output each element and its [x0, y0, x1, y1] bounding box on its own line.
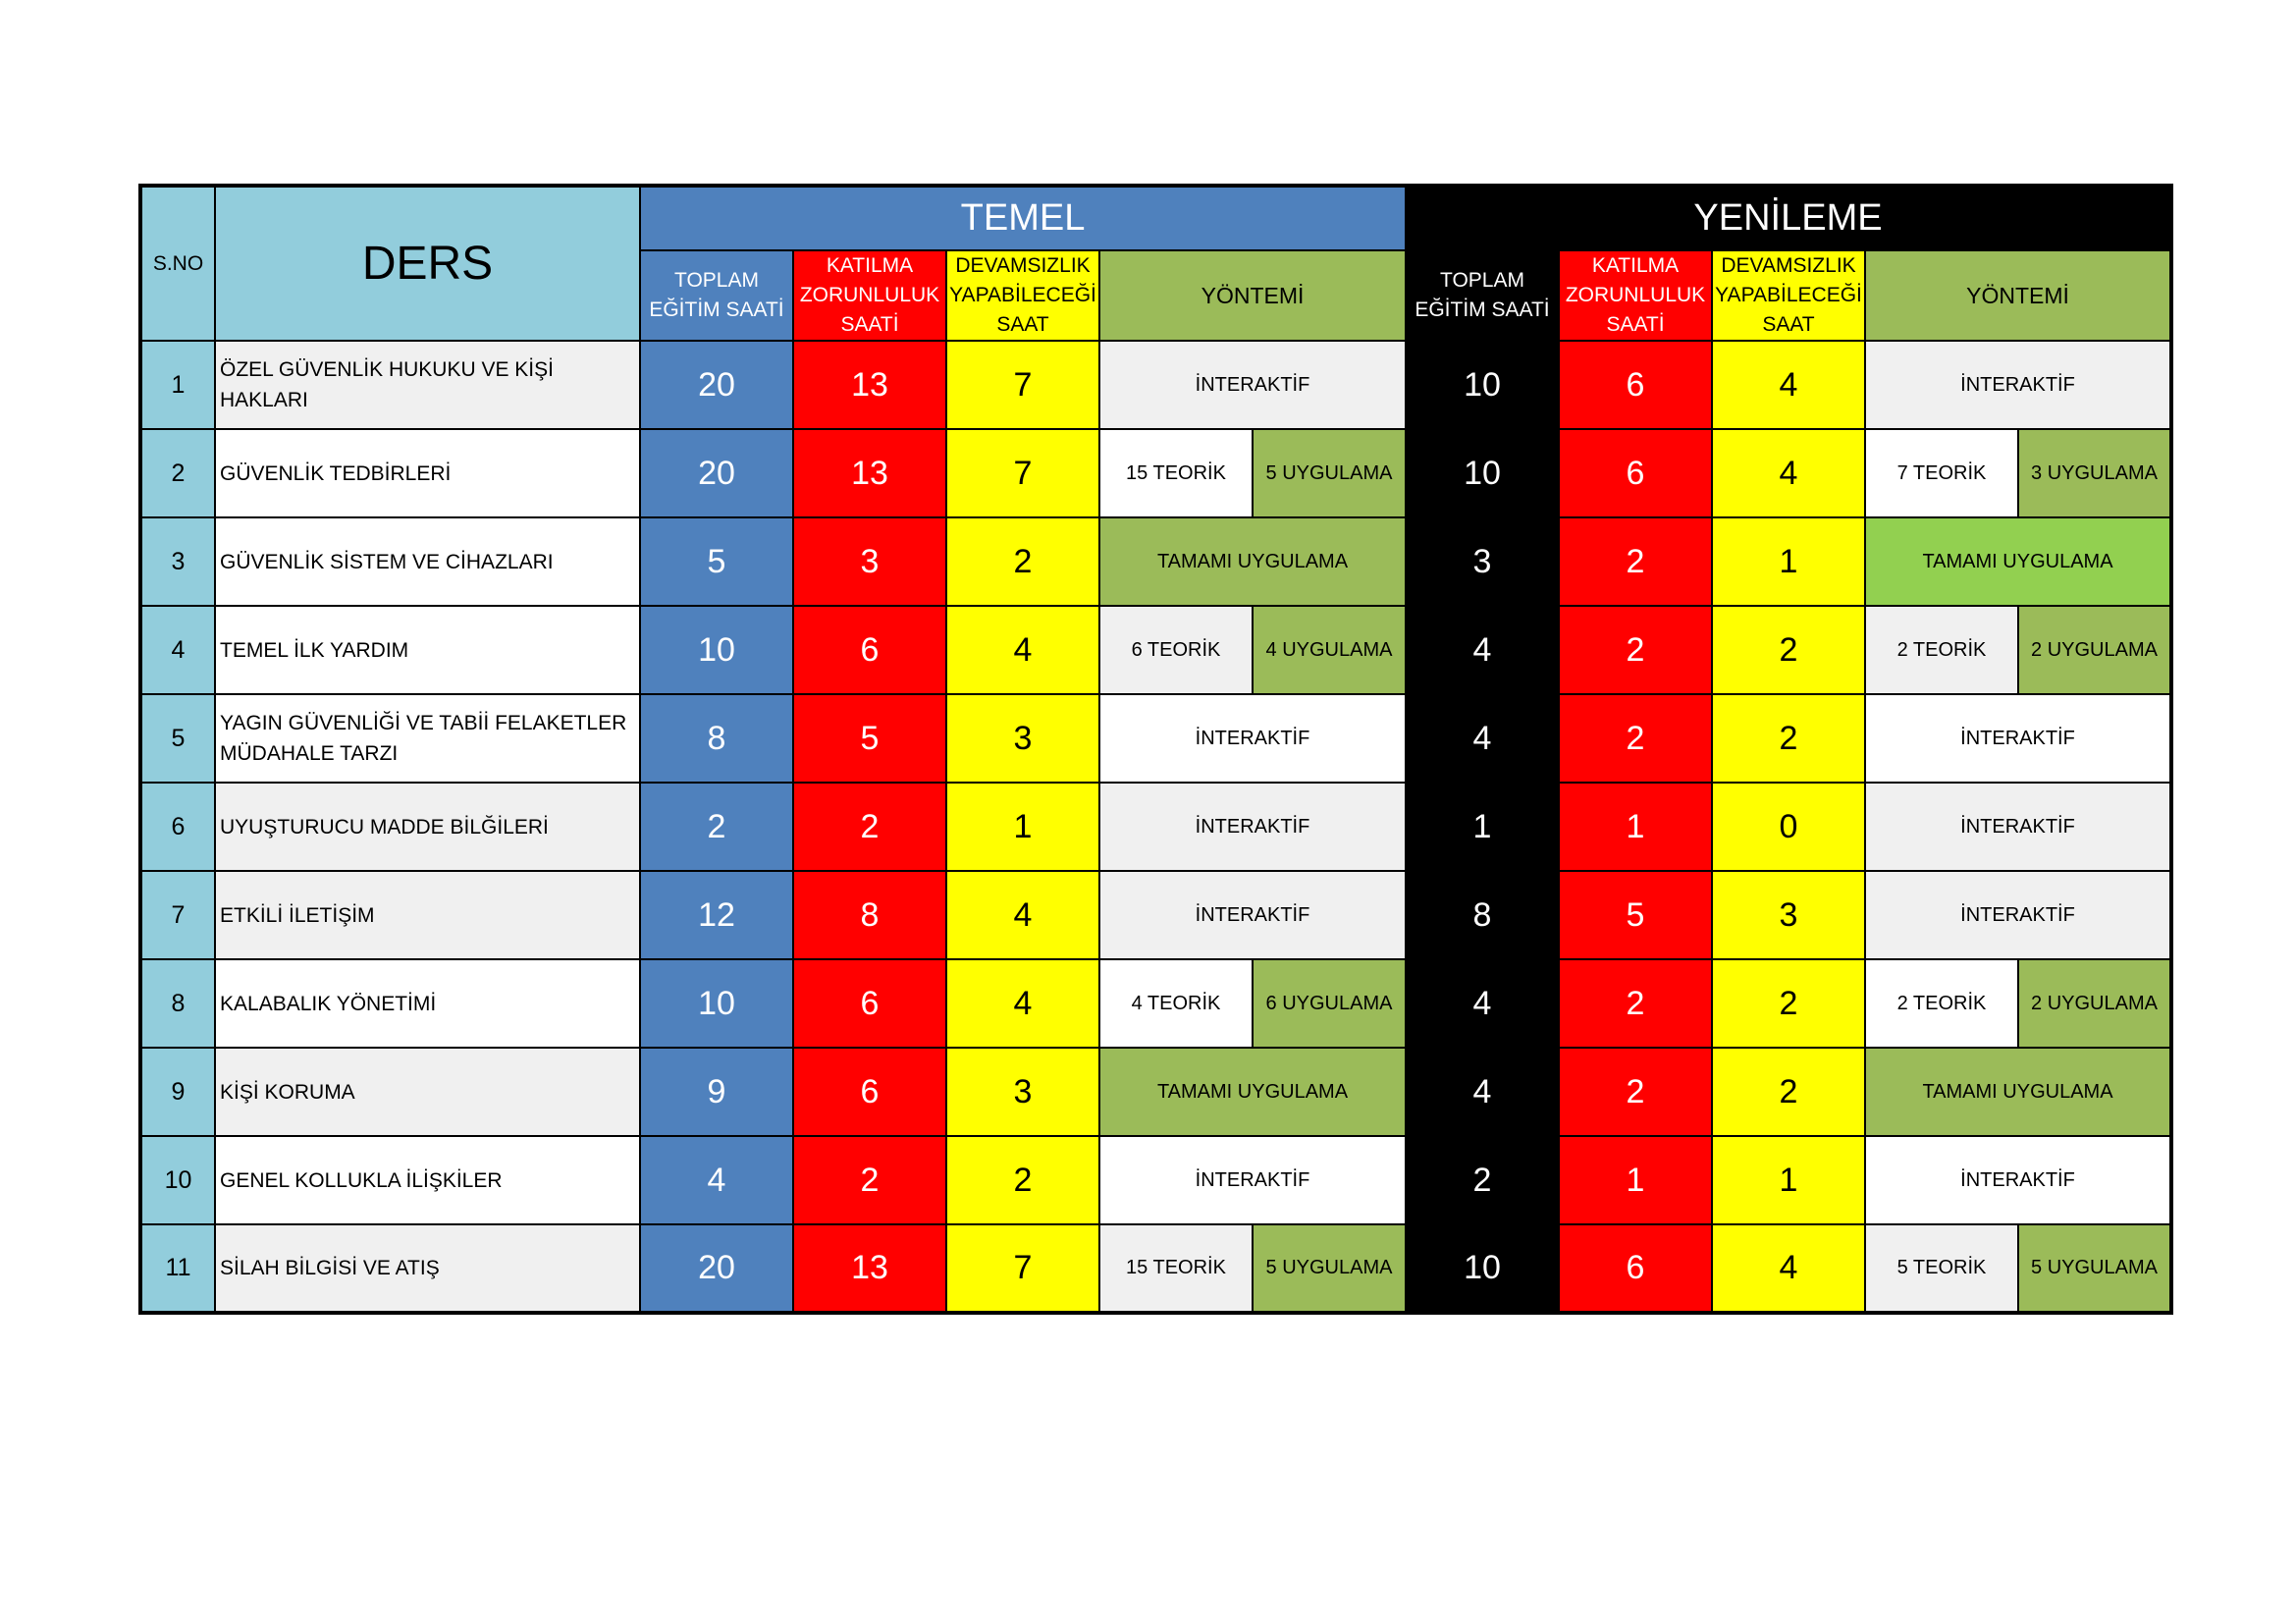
temel-devamsizlik-value: 1 [946, 783, 1099, 871]
course-name [215, 783, 640, 871]
yenileme-devamsizlik-value: 2 [1712, 1048, 1865, 1136]
temel-katilma-header: KATILMA ZORUNLULUK SAATİ [793, 250, 946, 341]
sno-header: S.NO [140, 186, 215, 341]
row-number: 7 [140, 871, 215, 959]
yenileme-katilma-value: 2 [1559, 694, 1712, 783]
temel-katilma-value: 13 [793, 341, 946, 429]
course-name [215, 517, 640, 606]
temel-yontem-teorik: 6 TEORİK [1099, 606, 1253, 694]
course-name [215, 1136, 640, 1224]
course-name-line: MÜDAHALE TARZI [220, 742, 399, 765]
table-row [140, 1224, 2171, 1313]
temel-devamsizlik-value: 4 [946, 871, 1099, 959]
yenileme-yontem-teorik: 5 TEORİK [1865, 1224, 2018, 1313]
temel-yontem-uygulama: 6 UYGULAMA [1253, 959, 1406, 1048]
temel-devamsizlik-value: 2 [946, 517, 1099, 606]
yenileme-devamsizlik-value: 4 [1712, 1224, 1865, 1313]
yenileme-yontem-value: TAMAMI UYGULAMA [1865, 1048, 2171, 1136]
yenileme-yontem-uygulama: 5 UYGULAMA [2018, 1224, 2171, 1313]
yenileme-toplam-value: 10 [1406, 341, 1559, 429]
temel-yontem-uygulama: 5 UYGULAMA [1253, 429, 1406, 517]
row-number: 1 [140, 341, 215, 429]
training-hours-table [138, 184, 2173, 1315]
row-number: 6 [140, 783, 215, 871]
yenileme-yontem-value: İNTERAKTİF [1865, 341, 2171, 429]
temel-toplam-value: 5 [640, 517, 793, 606]
temel-yontem-teorik: 4 TEORİK [1099, 959, 1253, 1048]
yenileme-yontem-teorik: 2 TEORİK [1865, 606, 2018, 694]
temel-katilma-value: 8 [793, 871, 946, 959]
row-number: 4 [140, 606, 215, 694]
yenileme-katilma-value: 6 [1559, 341, 1712, 429]
yenileme-yontem-uygulama: 3 UYGULAMA [2018, 429, 2171, 517]
temel-toplam-header: TOPLAM EĞİTİM SAATİ [640, 250, 793, 341]
yenileme-devamsizlik-value: 0 [1712, 783, 1865, 871]
yenileme-devamsizlik-value: 4 [1712, 341, 1865, 429]
course-name-line: GENEL KOLLUKLA İLİŞKİLER [220, 1168, 503, 1192]
yenileme-katilma-value: 2 [1559, 1048, 1712, 1136]
yenileme-yontem-value: İNTERAKTİF [1865, 1136, 2171, 1224]
course-name-line: YAGIN GÜVENLİĞİ VE TABİİ FELAKETLER [220, 712, 627, 734]
course-name [215, 429, 640, 517]
temel-yontem-value: TAMAMI UYGULAMA [1099, 517, 1406, 606]
yenileme-header: YENİLEME [1406, 186, 2171, 250]
course-name [215, 1224, 640, 1313]
yenileme-toplam-value: 2 [1406, 1136, 1559, 1224]
yenileme-toplam-value: 4 [1406, 1048, 1559, 1136]
yenileme-yontem-teorik: 7 TEORİK [1865, 429, 2018, 517]
course-name [215, 871, 640, 959]
row-number: 10 [140, 1136, 215, 1224]
temel-toplam-value: 12 [640, 871, 793, 959]
temel-katilma-value: 13 [793, 1224, 946, 1313]
temel-devamsizlik-value: 4 [946, 959, 1099, 1048]
course-name-line: TEMEL İLK YARDIM [220, 638, 409, 662]
table-row [140, 517, 2171, 606]
row-number: 11 [140, 1224, 215, 1313]
yenileme-katilma-value: 6 [1559, 1224, 1712, 1313]
yenileme-yontem-value: İNTERAKTİF [1865, 783, 2171, 871]
yenileme-katilma-value: 2 [1559, 517, 1712, 606]
yenileme-katilma-value: 1 [1559, 1136, 1712, 1224]
table-row [140, 871, 2171, 959]
temel-katilma-value: 5 [793, 694, 946, 783]
yenileme-yontem-teorik: 2 TEORİK [1865, 959, 2018, 1048]
temel-devamsizlik-value: 3 [946, 694, 1099, 783]
temel-katilma-value: 13 [793, 429, 946, 517]
temel-devamsizlik-value: 7 [946, 341, 1099, 429]
course-name [215, 606, 640, 694]
yenileme-toplam-value: 8 [1406, 871, 1559, 959]
temel-katilma-value: 2 [793, 1136, 946, 1224]
temel-devamsizlik-value: 4 [946, 606, 1099, 694]
table-body [140, 341, 2171, 1313]
temel-toplam-value: 8 [640, 694, 793, 783]
course-name-line: ETKİLİ İLETİŞİM [220, 903, 375, 927]
row-number: 9 [140, 1048, 215, 1136]
yenileme-devamsizlik-value: 2 [1712, 606, 1865, 694]
course-name-line: KALABALIK YÖNETİMİ [220, 992, 437, 1015]
temel-toplam-value: 4 [640, 1136, 793, 1224]
course-name-line: SİLAH BİLGİSİ VE ATIŞ [220, 1257, 440, 1279]
yenileme-toplam-header: TOPLAM EĞİTİM SAATİ [1406, 250, 1559, 341]
yenileme-katilma-value: 2 [1559, 606, 1712, 694]
course-name-line: GÜVENLİK TEDBİRLERİ [220, 461, 452, 485]
yenileme-katilma-header: KATILMA ZORUNLULUK SAATİ [1559, 250, 1712, 341]
table-row [140, 783, 2171, 871]
yenileme-yontem-value: İNTERAKTİF [1865, 694, 2171, 783]
yenileme-toplam-value: 4 [1406, 606, 1559, 694]
temel-katilma-value: 6 [793, 1048, 946, 1136]
yenileme-toplam-value: 4 [1406, 694, 1559, 783]
yenileme-devamsizlik-header: DEVAMSIZLIK YAPABİLECEĞİ SAAT [1712, 250, 1865, 341]
temel-yontem-value: TAMAMI UYGULAMA [1099, 1048, 1406, 1136]
table-row [140, 606, 2171, 694]
yenileme-devamsizlik-value: 4 [1712, 429, 1865, 517]
temel-devamsizlik-value: 3 [946, 1048, 1099, 1136]
course-name-line: GÜVENLİK SİSTEM VE CİHAZLARI [220, 550, 554, 573]
temel-katilma-value: 2 [793, 783, 946, 871]
temel-yontem-value: İNTERAKTİF [1099, 694, 1406, 783]
temel-katilma-value: 6 [793, 959, 946, 1048]
temel-devamsizlik-value: 2 [946, 1136, 1099, 1224]
yenileme-devamsizlik-value: 2 [1712, 959, 1865, 1048]
table-row [140, 341, 2171, 429]
table-row [140, 1136, 2171, 1224]
yenileme-yontemi-header: YÖNTEMİ [1865, 250, 2171, 341]
row-number: 8 [140, 959, 215, 1048]
temel-toplam-value: 20 [640, 429, 793, 517]
table-row [140, 694, 2171, 783]
temel-yontem-value: İNTERAKTİF [1099, 783, 1406, 871]
yenileme-devamsizlik-value: 1 [1712, 517, 1865, 606]
temel-yontem-teorik: 15 TEORİK [1099, 429, 1253, 517]
ders-header: DERS [215, 186, 640, 341]
yenileme-yontem-uygulama: 2 UYGULAMA [2018, 959, 2171, 1048]
course-name [215, 1048, 640, 1136]
temel-yontem-uygulama: 4 UYGULAMA [1253, 606, 1406, 694]
table-row [140, 1048, 2171, 1136]
temel-toplam-value: 9 [640, 1048, 793, 1136]
temel-toplam-value: 10 [640, 959, 793, 1048]
yenileme-toplam-value: 10 [1406, 1224, 1559, 1313]
temel-yontem-value: İNTERAKTİF [1099, 1136, 1406, 1224]
temel-header: TEMEL [640, 186, 1406, 250]
temel-yontemi-header: YÖNTEMİ [1099, 250, 1406, 341]
temel-yontem-value: İNTERAKTİF [1099, 341, 1406, 429]
yenileme-devamsizlik-value: 2 [1712, 694, 1865, 783]
temel-toplam-value: 20 [640, 341, 793, 429]
temel-yontem-uygulama: 5 UYGULAMA [1253, 1224, 1406, 1313]
temel-devamsizlik-value: 7 [946, 429, 1099, 517]
temel-devamsizlik-header: DEVAMSIZLIK YAPABİLECEĞİ SAAT [946, 250, 1099, 341]
course-name [215, 959, 640, 1048]
yenileme-yontem-value: İNTERAKTİF [1865, 871, 2171, 959]
course-name-line: ÖZEL GÜVENLİK HUKUKU VE KİŞİ HAKLARI [220, 358, 554, 411]
yenileme-devamsizlik-value: 1 [1712, 1136, 1865, 1224]
yenileme-katilma-value: 5 [1559, 871, 1712, 959]
temel-yontem-value: İNTERAKTİF [1099, 871, 1406, 959]
row-number: 3 [140, 517, 215, 606]
yenileme-yontem-uygulama: 2 UYGULAMA [2018, 606, 2171, 694]
temel-devamsizlik-value: 7 [946, 1224, 1099, 1313]
temel-toplam-value: 20 [640, 1224, 793, 1313]
yenileme-toplam-value: 10 [1406, 429, 1559, 517]
temel-toplam-value: 10 [640, 606, 793, 694]
yenileme-devamsizlik-value: 3 [1712, 871, 1865, 959]
course-name [215, 341, 640, 429]
course-name [215, 694, 640, 783]
temel-katilma-value: 6 [793, 606, 946, 694]
temel-yontem-teorik: 15 TEORİK [1099, 1224, 1253, 1313]
table-row [140, 959, 2171, 1048]
course-name-line: KİŞİ KORUMA [220, 1080, 355, 1104]
temel-toplam-value: 2 [640, 783, 793, 871]
yenileme-katilma-value: 1 [1559, 783, 1712, 871]
yenileme-toplam-value: 4 [1406, 959, 1559, 1048]
yenileme-yontem-value: TAMAMI UYGULAMA [1865, 517, 2171, 606]
temel-katilma-value: 3 [793, 517, 946, 606]
yenileme-toplam-value: 1 [1406, 783, 1559, 871]
course-name-line: UYUŞTURUCU MADDE BİLĞİLERİ [220, 815, 549, 839]
row-number: 5 [140, 694, 215, 783]
yenileme-katilma-value: 6 [1559, 429, 1712, 517]
table-row [140, 429, 2171, 517]
row-number: 2 [140, 429, 215, 517]
yenileme-toplam-value: 3 [1406, 517, 1559, 606]
yenileme-katilma-value: 2 [1559, 959, 1712, 1048]
